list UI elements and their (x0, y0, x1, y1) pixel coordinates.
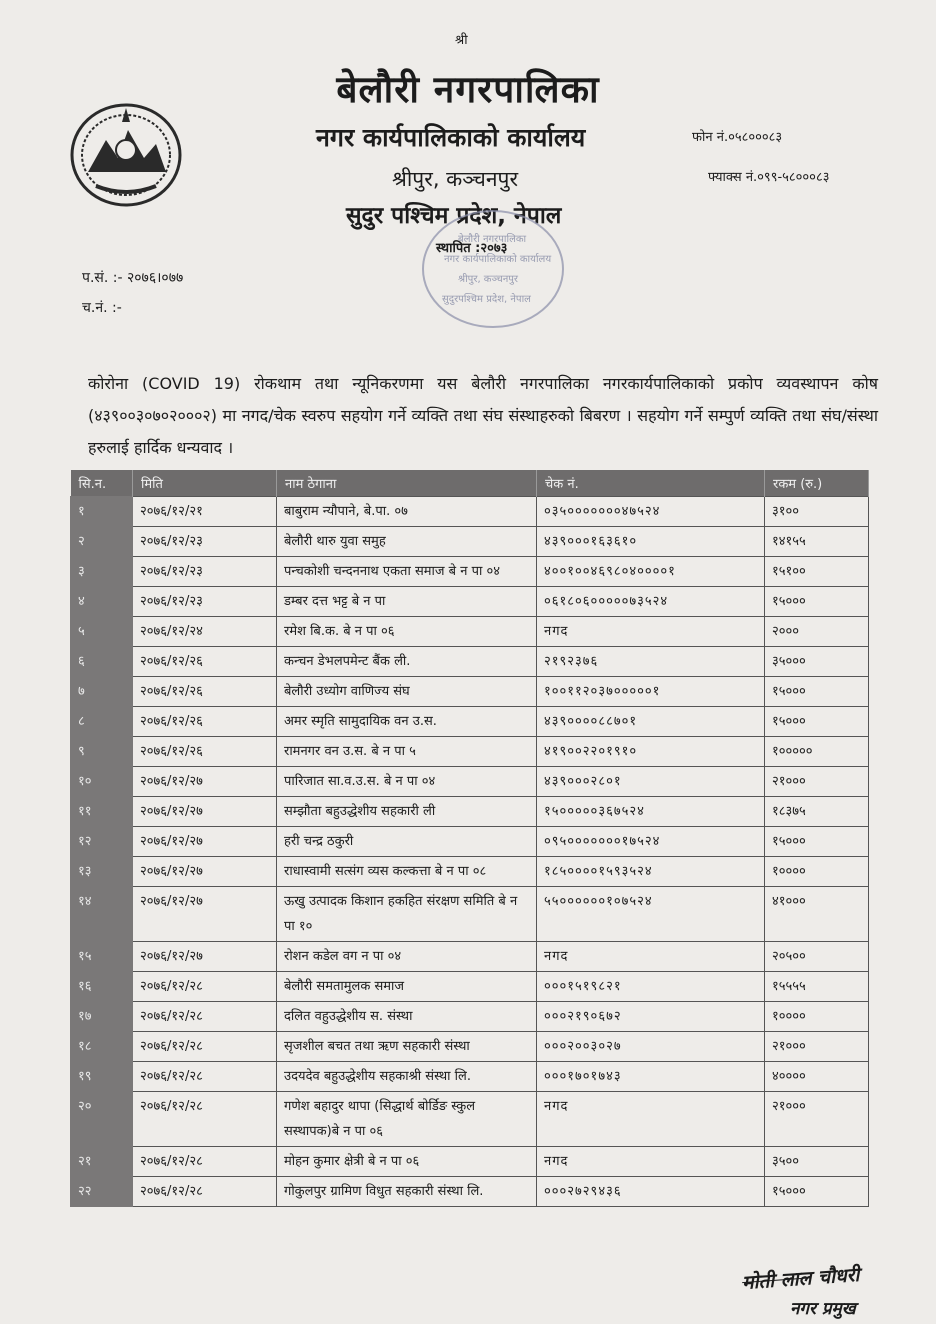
cell-amount: १८३७५ (765, 797, 869, 827)
cell-name: पारिजात सा.व.उ.स. बे न पा ०४ (277, 767, 537, 797)
cell-cheque: ४००१००४६९८०४००००१ (537, 557, 765, 587)
table-row (71, 887, 869, 942)
office-name: नगर कार्यपालिकाको कार्यालय (316, 123, 586, 152)
cell-name: रोशन कडेल वग न पा ०४ (277, 942, 537, 972)
stamp-line-4: सुदुरपश्चिम प्रदेश, नेपाल (442, 294, 531, 305)
cell-name: सम्झौता बहुउद्धेशीय सहकारी ली (277, 797, 537, 827)
table-row (71, 1177, 869, 1207)
cell-name: डम्बर दत्त भट्ट बे न पा (277, 587, 537, 617)
cell-amount: १५००० (765, 587, 869, 617)
cell-sn: ६ (71, 647, 133, 677)
cell-amount: ४०००० (765, 1062, 869, 1092)
cell-name: बेलौरी समतामुलक समाज (277, 972, 537, 1002)
cell-name: अमर स्मृति सामुदायिक वन उ.स. (277, 707, 537, 737)
cell-amount: २१००० (765, 1032, 869, 1062)
cell-amount: १५००० (765, 827, 869, 857)
table-row (71, 647, 869, 677)
signature-name-struck: मोती लाल (741, 1267, 813, 1295)
stamp-line-1: बेलौरी नगरपालिका (458, 234, 527, 245)
cell-name: बेलौरी उध्योग वाणिज्य संघ (277, 677, 537, 707)
cell-amount: १००००० (765, 737, 869, 767)
shri-heading: श्री (455, 33, 468, 48)
cell-name: हरी चन्द्र ठकुरी (277, 827, 537, 857)
cell-date: २०७६/१२/२६ (133, 677, 277, 707)
cell-name: सृजशील बचत तथा ऋण सहकारी संस्था (277, 1032, 537, 1062)
cell-date: २०७६/१२/२७ (133, 857, 277, 887)
table-header-row (71, 470, 869, 497)
header-sn: सि.न. (71, 470, 133, 497)
cell-amount: २००० (765, 617, 869, 647)
cell-cheque: ४३९०००२८०१ (537, 767, 765, 797)
cell-cheque: ०००२७२९४३६ (537, 1177, 765, 1207)
table-row (71, 527, 869, 557)
cell-date: २०७६/१२/२८ (133, 1147, 277, 1177)
cell-sn: ७ (71, 677, 133, 707)
table-row (71, 1147, 869, 1177)
cell-name: कन्चन डेभलपमेन्ट बैंक ली. (277, 647, 537, 677)
table-row (71, 1032, 869, 1062)
cell-name: गोकुलपुर ग्रामिण विधुत सहकारी संस्था लि. (277, 1177, 537, 1207)
cell-sn: १६ (71, 972, 133, 1002)
cell-name: बेलौरी थारु युवा समुह (277, 527, 537, 557)
cell-cheque: १००११२०३७०००००१ (537, 677, 765, 707)
cell-cheque: ४३९०००१६३६१० (537, 527, 765, 557)
cell-cheque: नगद (537, 1092, 765, 1147)
cell-date: २०७६/१२/२८ (133, 1032, 277, 1062)
cell-name: गणेश बहादुर थापा (सिद्धार्थ बोर्डिङ स्कुल सस्थापक)बे न पा ०६ (277, 1092, 537, 1147)
cell-amount: १५५५५ (765, 972, 869, 1002)
cell-amount: ३५०० (765, 1147, 869, 1177)
header-cheque-no: चेक नं. (537, 470, 765, 497)
cell-amount: २१००० (765, 1092, 869, 1147)
signature-name: चौधरी (817, 1263, 861, 1289)
cell-date: २०७६/१२/२७ (133, 767, 277, 797)
table-row (71, 1002, 869, 1032)
cell-name: रामनगर वन उ.स. बे न पा ५ (277, 737, 537, 767)
cell-sn: ३ (71, 557, 133, 587)
cell-sn: २ (71, 527, 133, 557)
table-row (71, 677, 869, 707)
province-name: सुदुर पश्चिम प्रदेश, नेपाल (346, 203, 562, 229)
cell-cheque: ०९५०००००००१७५२४ (537, 827, 765, 857)
cell-date: २०७६/१२/२७ (133, 797, 277, 827)
cell-amount: १०००० (765, 1002, 869, 1032)
table-row (71, 1062, 869, 1092)
cell-date: २०७६/१२/२३ (133, 557, 277, 587)
cell-name: बाबुराम न्यौपाने, बे.पा. ०७ (277, 497, 537, 527)
cell-cheque: २१९२३७६ (537, 647, 765, 677)
cell-cheque: ०००२००३०२७ (537, 1032, 765, 1062)
fax-number: फ्याक्स नं.०९९-५८०००८३ (708, 170, 830, 185)
reference-number: प.सं. :- २०७६।०७७ (82, 270, 184, 286)
cell-sn: २२ (71, 1177, 133, 1207)
cell-sn: १३ (71, 857, 133, 887)
cell-date: २०७६/१२/२८ (133, 1002, 277, 1032)
cell-date: २०७६/१२/२८ (133, 1062, 277, 1092)
municipality-name: बेलौरी नगरपालिका (336, 68, 600, 111)
cell-cheque: नगद (537, 617, 765, 647)
cell-date: २०७६/१२/२३ (133, 587, 277, 617)
cell-cheque: १८५००००१५९३५२४ (537, 857, 765, 887)
cell-cheque: ४१९००२२०१९१० (537, 737, 765, 767)
cell-sn: १९ (71, 1062, 133, 1092)
cell-amount: १५००० (765, 677, 869, 707)
cell-name: ऊखु उत्पादक किशान हकहित संरक्षण समिति बे न पा १० (277, 887, 537, 942)
cell-date: २०७६/१२/२७ (133, 887, 277, 942)
table-row (71, 827, 869, 857)
cell-amount: २०५०० (765, 942, 869, 972)
table-row (71, 797, 869, 827)
cell-cheque: १५०००००३६७५२४ (537, 797, 765, 827)
cell-amount: १०००० (765, 857, 869, 887)
cell-sn: २० (71, 1092, 133, 1147)
cell-amount: १५००० (765, 707, 869, 737)
office-address: श्रीपुर, कञ्चनपुर (392, 167, 519, 191)
table-row (71, 497, 869, 527)
mayor-designation: नगर प्रमुख (790, 1299, 856, 1319)
cell-date: २०७६/१२/२६ (133, 737, 277, 767)
table-row (71, 587, 869, 617)
cell-amount: १४१५५ (765, 527, 869, 557)
cell-sn: १४ (71, 887, 133, 942)
cell-sn: ११ (71, 797, 133, 827)
cell-date: २०७६/१२/२६ (133, 707, 277, 737)
table-row (71, 617, 869, 647)
cell-cheque: ०३५०००००००४७५२४ (537, 497, 765, 527)
cell-amount: ३१०० (765, 497, 869, 527)
cell-cheque: ०००१५१९८२१ (537, 972, 765, 1002)
header-amount: रकम (रु.) (765, 470, 869, 497)
cell-sn: २१ (71, 1147, 133, 1177)
header-name-address: नाम ठेगाना (277, 470, 537, 497)
cell-amount: २१००० (765, 767, 869, 797)
cell-name: दलित वहुउद्धेशीय स. संस्था (277, 1002, 537, 1032)
cell-name: राधास्वामी सत्संग व्यस कल्कत्ता बे न पा ०८ (277, 857, 537, 887)
cell-date: २०७६/१२/२७ (133, 827, 277, 857)
cell-cheque: ५५००००००१०७५२४ (537, 887, 765, 942)
phone-number: फोन नं.०५८०००८३ (692, 130, 783, 145)
mayor-signature (741, 1261, 860, 1295)
table-row (71, 767, 869, 797)
table-row (71, 557, 869, 587)
cell-sn: १२ (71, 827, 133, 857)
table-row (71, 707, 869, 737)
cell-date: २०७६/१२/२८ (133, 972, 277, 1002)
cell-sn: १० (71, 767, 133, 797)
office-stamp (418, 206, 568, 332)
dispatch-number: च.नं. :- (82, 300, 122, 316)
cell-sn: १७ (71, 1002, 133, 1032)
cell-cheque: नगद (537, 942, 765, 972)
cell-cheque: ०००१७०१७४३ (537, 1062, 765, 1092)
intro-paragraph: कोरोना (COVID 19) रोकथाम तथा न्यूनिकरणमा यस बेलौरी नगरपालिका नगरकार्यपालिकाको प्रकोप व्यवस्थापन कोष (४३९००३०७०२०००२) मा नगद/चेक स्वरुप सहयोग गर्ने व्यक्ति तथा संघ संस्थाहरुको बिबरण । सहयोग गर्ने सम्पुर्ण व्यक्ति तथा संघ/संस्था हरुलाई हार्दिक धन्यवाद । (88, 374, 878, 457)
cell-cheque: ०००२१९०६७२ (537, 1002, 765, 1032)
established-year: स्थापित :२०७३ (436, 241, 508, 256)
table-row (71, 972, 869, 1002)
table-row (71, 1092, 869, 1147)
cell-name: मोहन कुमार क्षेत्री बे न पा ०६ (277, 1147, 537, 1177)
cell-date: २०७६/१२/२६ (133, 647, 277, 677)
cell-sn: १५ (71, 942, 133, 972)
cell-date: २०७६/१२/२८ (133, 1177, 277, 1207)
cell-amount: १५१०० (765, 557, 869, 587)
nepal-emblem-logo (66, 100, 186, 210)
cell-sn: १८ (71, 1032, 133, 1062)
cell-amount: ४१००० (765, 887, 869, 942)
cell-date: २०७६/१२/२३ (133, 527, 277, 557)
cell-name: पन्चकोशी चन्दननाथ एकता समाज बे न पा ०४ (277, 557, 537, 587)
cell-sn: ४ (71, 587, 133, 617)
cell-sn: ८ (71, 707, 133, 737)
donations-table (70, 470, 869, 1207)
table-row (71, 942, 869, 972)
stamp-line-3: श्रीपुर, कञ्चनपुर (458, 274, 519, 285)
cell-date: २०७६/१२/२७ (133, 942, 277, 972)
cell-sn: १ (71, 497, 133, 527)
cell-date: २०७६/१२/२४ (133, 617, 277, 647)
cell-name: रमेश बि.क. बे न पा ०६ (277, 617, 537, 647)
cell-cheque: ४३९००००८८७०१ (537, 707, 765, 737)
cell-date: २०७६/१२/२१ (133, 497, 277, 527)
cell-amount: १५००० (765, 1177, 869, 1207)
cell-sn: ९ (71, 737, 133, 767)
cell-amount: ३५००० (765, 647, 869, 677)
cell-cheque: ०६१८०६०००००७३५२४ (537, 587, 765, 617)
cell-cheque: नगद (537, 1147, 765, 1177)
cell-sn: ५ (71, 617, 133, 647)
table-row (71, 857, 869, 887)
header-date: मिति (133, 470, 277, 497)
stamp-line-2: नगर कार्यपालिकाको कार्यालय (444, 254, 552, 265)
cell-date: २०७६/१२/२८ (133, 1092, 277, 1147)
table-row (71, 737, 869, 767)
cell-name: उदयदेव बहुउद्धेशीय सहकाश्री संस्था लि. (277, 1062, 537, 1092)
